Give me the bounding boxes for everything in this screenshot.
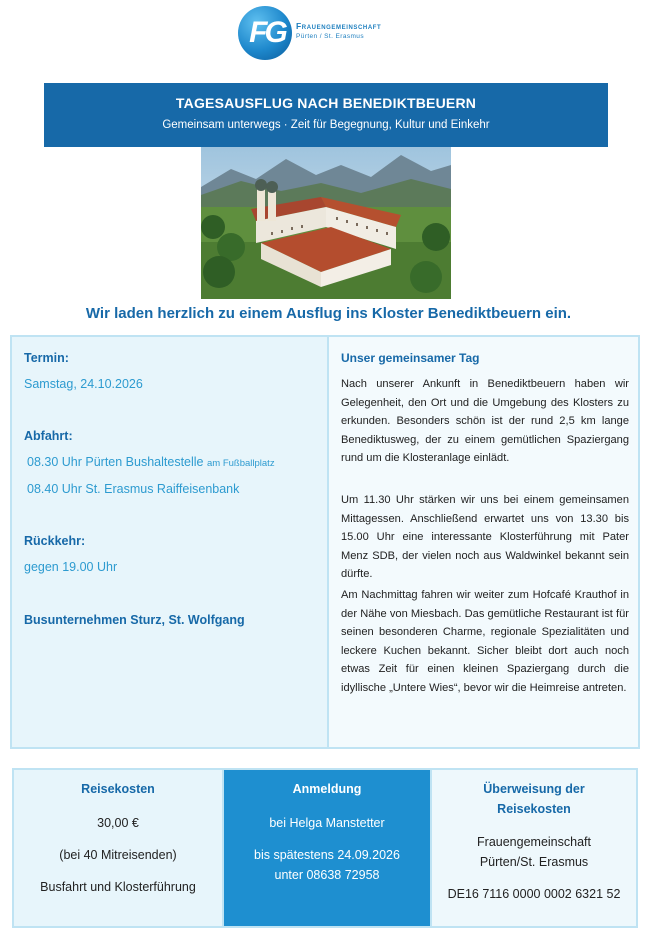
monastery-photo bbox=[201, 147, 451, 299]
transfer-recipient-2: Pürten/St. Erasmus bbox=[479, 855, 589, 869]
info-table bbox=[12, 768, 638, 928]
day-title: Unser gemeinsamer Tag bbox=[341, 351, 480, 365]
day-paragraph-2: Um 11.30 Uhr stärken wir uns bei einem gemeinsamen Mittagessen. Anschließend erwartet uns von 13.30 bis 15.00 Uhr eine interessante Klosterführung mit Pater Menz SDB, der vielen noch aus Waldwinkel bekannt sein dürfte. bbox=[341, 494, 629, 580]
costs-price: 30,00 € bbox=[97, 816, 139, 830]
departure-1-main: 08.30 Uhr Pürten Bushaltestelle bbox=[27, 455, 204, 469]
departure-2: 08.40 Uhr St. Erasmus Raiffeisenbank bbox=[27, 482, 240, 496]
departure-1-note: am Fußballplatz bbox=[206, 458, 275, 469]
header-banner bbox=[44, 83, 608, 147]
return-value: gegen 19.00 Uhr bbox=[24, 560, 118, 574]
registration-phone: unter 08638 72958 bbox=[274, 868, 380, 882]
date-label: Termin: bbox=[24, 351, 69, 365]
costs-includes: Busfahrt und Klosterführung bbox=[40, 880, 196, 894]
costs-condition: (bei 40 Mitreisenden) bbox=[59, 848, 177, 862]
logo-name: Frauengemeinschaft bbox=[296, 21, 382, 31]
logo bbox=[238, 6, 418, 58]
trip-details bbox=[12, 337, 327, 747]
travel-costs bbox=[14, 770, 222, 926]
transfer-recipient-1: Frauengemeinschaft bbox=[477, 835, 591, 849]
day-program bbox=[329, 337, 638, 747]
page-subtitle: Gemeinsam unterwegs · Zeit für Begegnung, Kultur und Einkehr bbox=[162, 119, 490, 131]
transfer-title-2: Reisekosten bbox=[497, 802, 571, 816]
departure-label: Abfahrt: bbox=[24, 429, 73, 443]
page-title: TAGESAUSFLUG NACH BENEDIKTBEUERN bbox=[175, 95, 477, 111]
info-box bbox=[10, 335, 640, 749]
transfer-title-1: Überweisung der bbox=[483, 782, 585, 796]
return-label: Rückkehr: bbox=[24, 534, 86, 548]
registration-title: Anmeldung bbox=[292, 782, 362, 796]
bus-company: Busunternehmen Sturz, St. Wolfgang bbox=[24, 613, 245, 627]
day-paragraph-1: Nach unserer Ankunft in Benediktbeuern haben wir Gelegenheit, den Ort und die Umgebung des Klosters zu erkunden. Besonders schön ist der rund 2,5 km lange Benediktusweg, der zu einem gemütlichen Spaziergang rund um die Klosteranlage einlädt. bbox=[341, 378, 629, 464]
departure-1 bbox=[27, 455, 275, 469]
registration bbox=[224, 770, 430, 926]
bank-transfer bbox=[432, 770, 636, 926]
day-paragraph-3: Am Nachmittag fahren wir weiter zum Hofcafé Krauthof in der Nähe von Miesbach. Das gemütliche Restaurant ist für seinen besonderen Charme, regionale Spezialitäten und leckere Kuchen bekannt. Sicher bleibt dort auch noch etwas Zeit für einen kleinen Spaziergang durch die idyllische „Untere Wies“, bevor wir die Heimreise antreten. bbox=[341, 589, 629, 694]
transfer-iban: DE16 7116 0000 0002 6321 52 bbox=[447, 887, 621, 901]
logo-initials: FG bbox=[249, 16, 285, 49]
date-value: Samstag, 24.10.2026 bbox=[24, 377, 143, 391]
registration-person: bei Helga Manstetter bbox=[269, 816, 385, 830]
logo-location: Pürten / St. Erasmus bbox=[296, 33, 364, 40]
costs-title: Reisekosten bbox=[81, 782, 155, 796]
invitation-text: Wir laden herzlich zu einem Ausflug ins Kloster Benediktbeuern ein. bbox=[85, 305, 572, 322]
registration-deadline: bis spätestens 24.09.2026 bbox=[254, 848, 400, 862]
